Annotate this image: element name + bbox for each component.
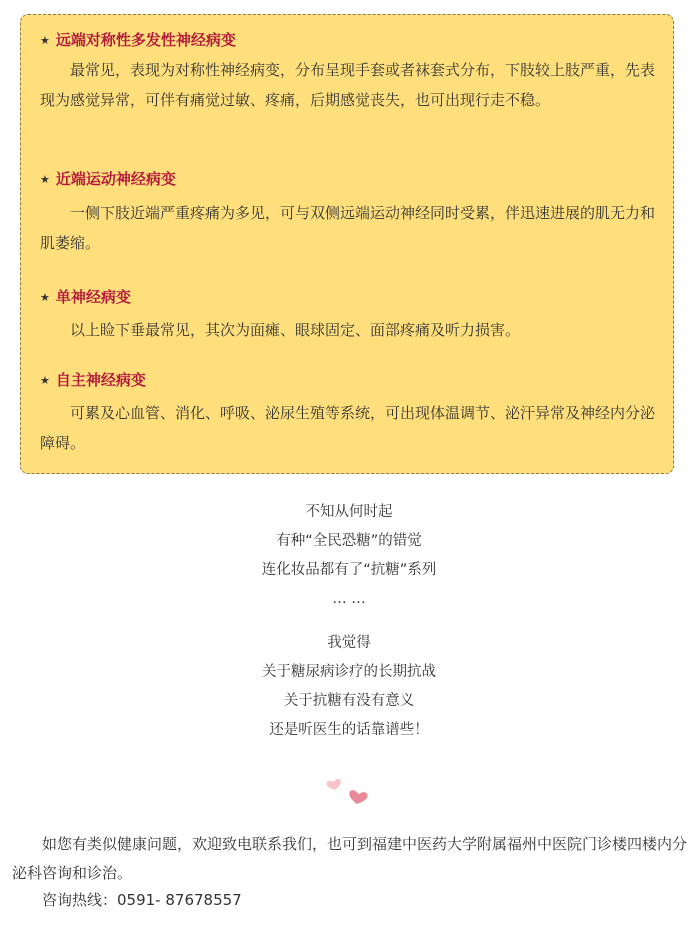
star-icon: ★ <box>40 291 50 304</box>
section-title-proximal <box>40 169 176 190</box>
section-title-autonomic <box>40 370 146 391</box>
contact-text: 如您有类似健康问题，欢迎致电联系我们，也可到福建中医药大学附属福州中医院门诊楼四楼内分泌科咨询和诊治。 <box>12 835 688 882</box>
section-title-distal <box>40 30 236 51</box>
verse-line: 有种“全民恐糖”的错觉 <box>276 533 422 549</box>
section-title-text: 自主神经病变 <box>55 371 146 389</box>
section-title-mono <box>40 287 131 308</box>
verse-line: 我觉得 <box>327 635 371 651</box>
section-title-text: 近端运动神经病变 <box>55 170 176 188</box>
verse-line: 关于抗糖有没有意义 <box>283 693 415 709</box>
verse-block-2 <box>0 629 698 745</box>
section-title-text: 单神经病变 <box>55 288 131 306</box>
section-title-text: 远端对称性多发性神经病变 <box>55 31 236 49</box>
star-icon: ★ <box>40 374 50 387</box>
section-body-autonomic: 可累及心血管、消化、呼吸、泌尿生殖等系统，可出现体温调节、泌汗异常及神经内分泌障碍。 <box>40 404 656 452</box>
verse-line: 连化妆品都有了“抗糖”系列 <box>261 562 437 578</box>
verse-block-1 <box>0 498 698 614</box>
section-body-distal: 最常见，表现为对称性神经病变，分布呈现手套或者袜套式分布，下肢较上肢严重，先表现为感觉异常，可伴有痛觉过敏、疼痛，后期感觉丧失，也可出现行走不稳。 <box>40 61 656 109</box>
hearts-icon <box>324 768 374 808</box>
star-icon: ★ <box>40 173 50 186</box>
section-body-proximal: 一侧下肢近端严重疼痛为多见，可与双侧远端运动神经同时受累，伴迅速进展的肌无力和肌萎缩。 <box>40 204 656 252</box>
verse-ellipsis: … … <box>332 591 366 607</box>
star-icon: ★ <box>40 34 50 47</box>
section-body-mono: 以上睑下垂最常见，其次为面瘫、眼球固定、面部疼痛及听力损害。 <box>70 321 521 339</box>
verse-line: 不知从何时起 <box>305 504 393 520</box>
hotline-text: 咨询热线：0591- 87678557 <box>42 891 242 909</box>
verse-line: 关于糖尿病诊疗的长期抗战 <box>262 664 436 680</box>
verse-line: 还是听医生的话靠谱些！ <box>269 722 429 738</box>
